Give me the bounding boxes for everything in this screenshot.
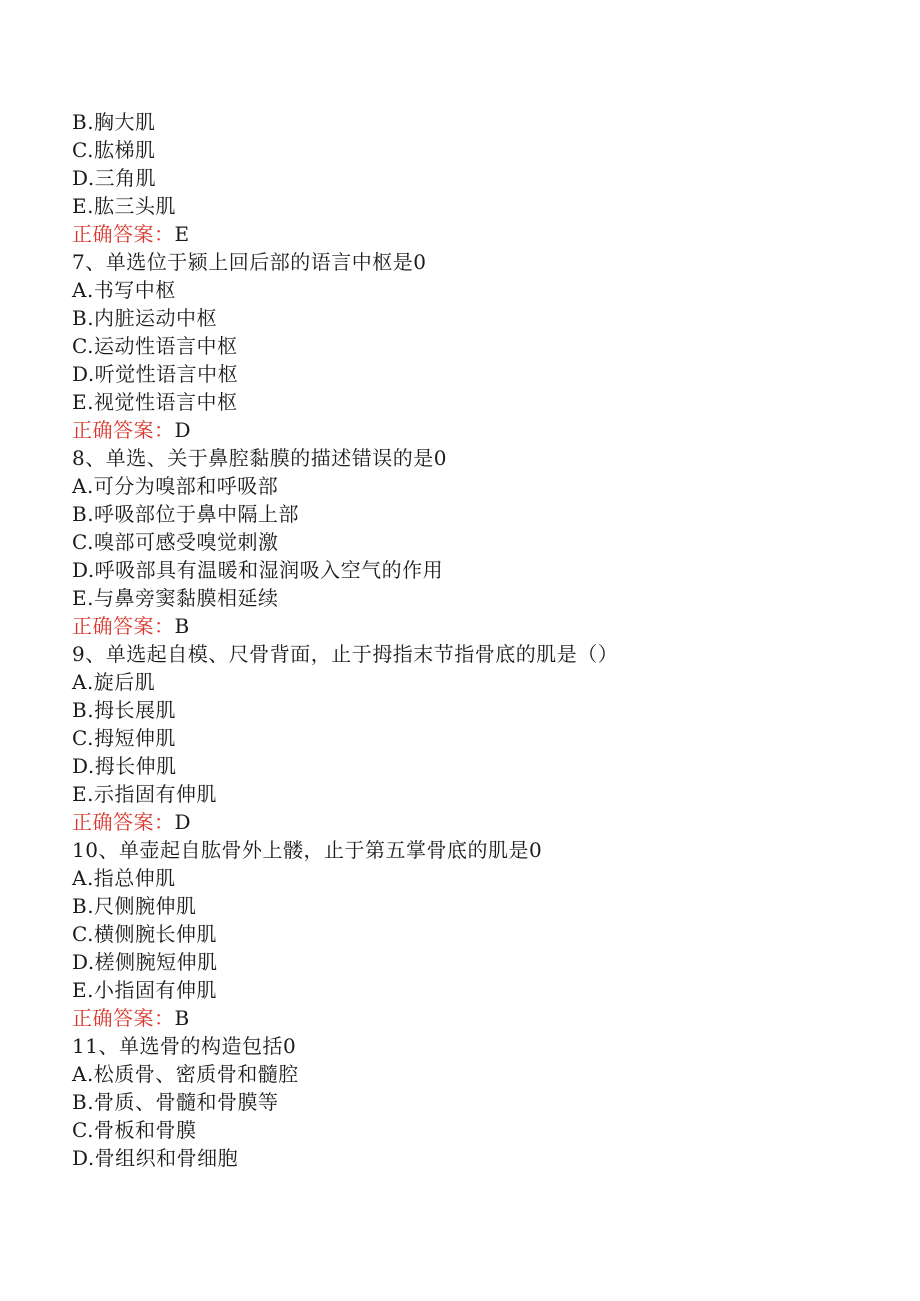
answer-value: D — [174, 810, 192, 834]
answer-label: 正确答案： — [72, 614, 175, 638]
answer-value: B — [174, 614, 190, 638]
option-text: B.内脏运动中枢 — [72, 306, 218, 330]
option-text: E.示指固有伸肌 — [72, 782, 217, 806]
answer-value: B — [174, 1006, 190, 1030]
option-text: A.书写中枢 — [72, 278, 176, 302]
option-text: D.呼吸部具有温暖和湿润吸入空气的作用 — [72, 558, 444, 582]
option-text: B.骨质、骨髓和骨膜等 — [72, 1090, 279, 1114]
answer-label: 正确答案： — [72, 222, 175, 246]
option-text: A.松质骨、密质骨和髓腔 — [72, 1062, 299, 1086]
option-text: D.听觉性语言中枢 — [72, 362, 239, 386]
correct-answer — [72, 612, 872, 640]
answer-value: D — [174, 418, 192, 442]
option-text: C.横侧腕长伸肌 — [72, 922, 217, 946]
question-text: 7、单选位于颍上回后部的语言中枢是0 — [72, 250, 427, 274]
document-page — [72, 108, 872, 1172]
option-text: A.可分为嗅部和呼吸部 — [72, 474, 279, 498]
option-text: C.肱梯肌 — [72, 138, 156, 162]
option-text: A.旋后肌 — [72, 670, 156, 694]
option-text: B.胸大肌 — [72, 110, 156, 134]
answer-value: E — [174, 222, 190, 246]
correct-answer — [72, 1004, 872, 1032]
option-text: B.尺侧腕伸肌 — [72, 894, 197, 918]
option-text: D.槎侧腕短伸肌 — [72, 950, 218, 974]
question-text: 11、单选骨的构造包括0 — [72, 1034, 297, 1058]
option-text: B.呼吸部位于鼻中隔上部 — [72, 502, 300, 526]
option-text: E.视觉性语言中枢 — [72, 390, 238, 414]
option-text: D.骨组织和骨细胞 — [72, 1146, 239, 1170]
option-text: E.与鼻旁窦黏膜相延续 — [72, 586, 279, 610]
correct-answer — [72, 220, 872, 248]
correct-answer — [72, 808, 872, 836]
option-text: D.三角肌 — [72, 166, 157, 190]
option-text: D.拇长伸肌 — [72, 754, 177, 778]
option-text: B.拇长展肌 — [72, 698, 177, 722]
answer-label: 正确答案： — [72, 810, 175, 834]
option-text: C.骨板和骨膜 — [72, 1118, 197, 1142]
option-text: C.嗅部可感受嗅觉刺激 — [72, 530, 279, 554]
option-text: C.运动性语言中枢 — [72, 334, 238, 358]
question-text: 9、单选起自模、尺骨背面，止于拇指末节指骨底的肌是（） — [72, 642, 619, 666]
answer-label: 正确答案： — [72, 1006, 175, 1030]
option-text: E.肱三头肌 — [72, 194, 176, 218]
question-text: 10、单壶起自肱骨外上髅，止于第五掌骨底的肌是0 — [72, 838, 543, 862]
option-text: C.拇短伸肌 — [72, 726, 176, 750]
answer-label: 正确答案： — [72, 418, 175, 442]
option-text: E.小指固有伸肌 — [72, 978, 217, 1002]
correct-answer — [72, 416, 872, 444]
option-text: A.指总伸肌 — [72, 866, 176, 890]
question-text: 8、单选、关于鼻腔黏膜的描述错误的是0 — [72, 446, 447, 470]
